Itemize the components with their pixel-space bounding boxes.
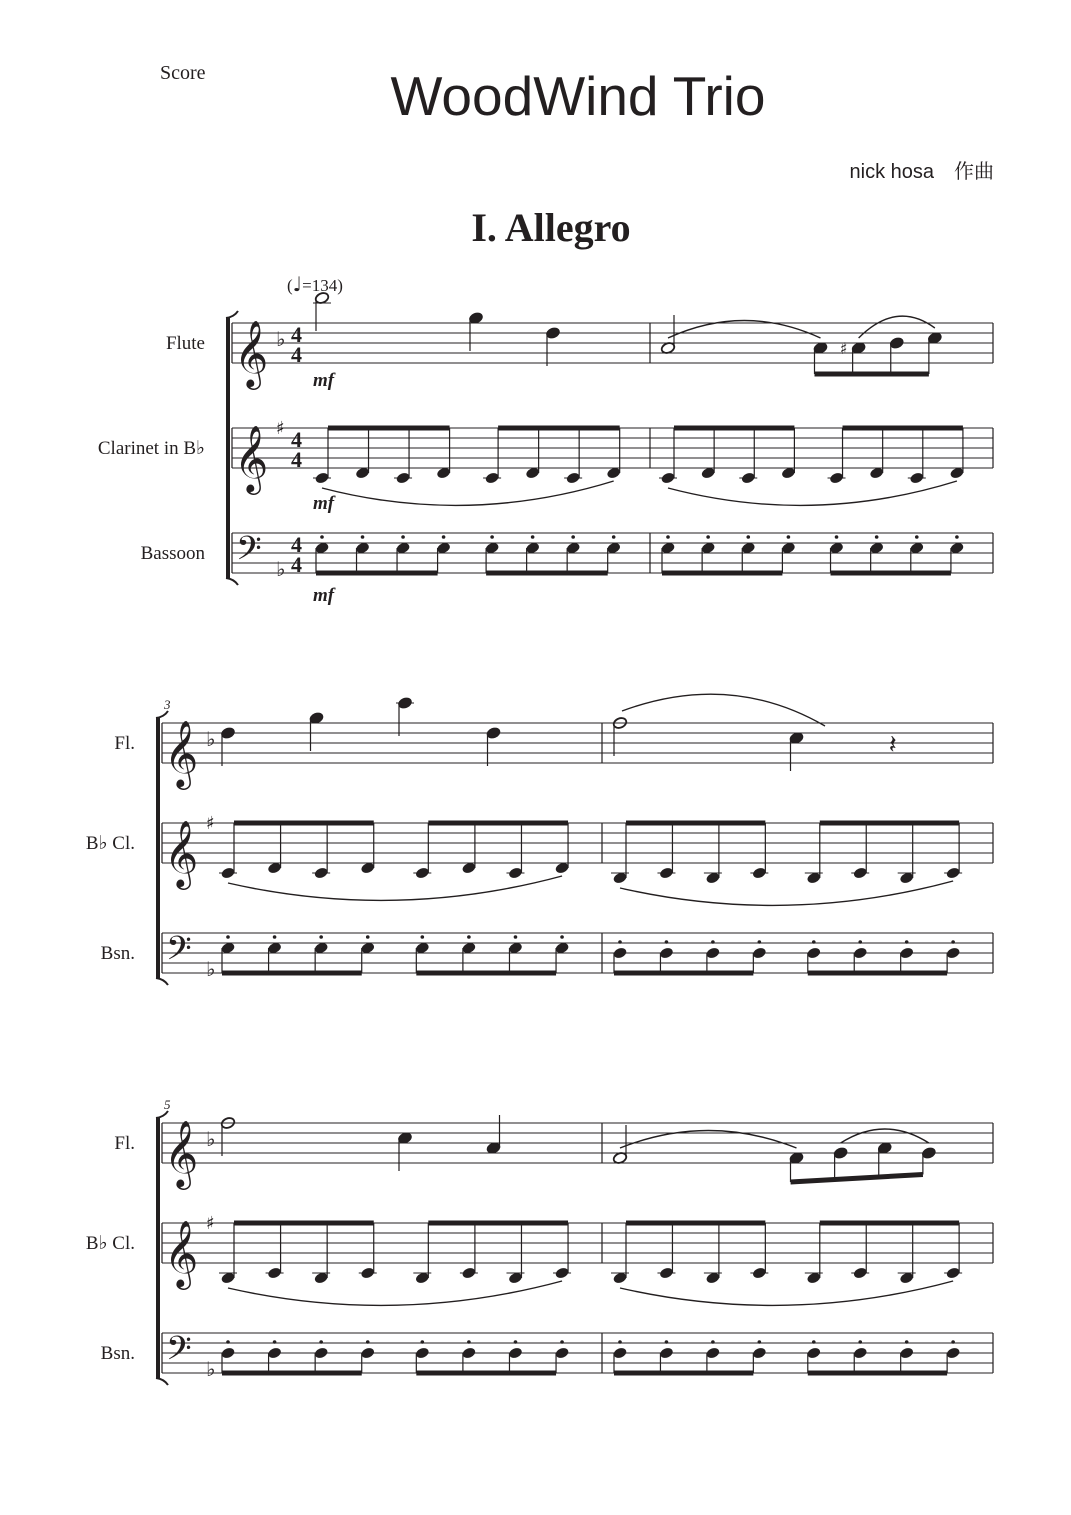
- slur: [620, 881, 953, 905]
- tempo-value: =134): [302, 276, 343, 295]
- staccato-dot: [951, 940, 955, 944]
- slur: [622, 694, 825, 726]
- staccato-dot: [514, 1340, 518, 1344]
- time-sig-bottom: 4: [291, 552, 302, 577]
- treble-clef-icon: 𝄞: [164, 719, 199, 787]
- staccato-dot: [666, 535, 670, 539]
- staccato-dot: [467, 1340, 471, 1344]
- flat-key-icon: ♭: [206, 1357, 216, 1381]
- measure-number: 3: [164, 697, 171, 712]
- bracket-bottom-hook: [156, 1378, 168, 1385]
- bass-clef-icon: 𝄢: [236, 530, 262, 576]
- staccato-dot: [531, 535, 535, 539]
- staccato-dot: [665, 940, 669, 944]
- staccato-dot: [875, 535, 879, 539]
- staccato-dot: [711, 1340, 715, 1344]
- instrument-label: Flute: [165, 333, 205, 354]
- bass-clef-icon: 𝄢: [166, 1330, 192, 1376]
- staccato-dot: [955, 535, 959, 539]
- instrument-label: Bsn.: [100, 1343, 135, 1364]
- staccato-dot: [273, 935, 277, 939]
- staccato-dot: [905, 1340, 909, 1344]
- flat-key-icon: ♭: [206, 727, 216, 751]
- staccato-dot: [706, 535, 710, 539]
- staccato-dot: [401, 535, 405, 539]
- staccato-dot: [320, 535, 324, 539]
- flat-key-icon: ♭: [276, 327, 286, 351]
- staccato-dot: [361, 535, 365, 539]
- sharp-key-icon: ♯: [206, 1213, 215, 1234]
- staccato-dot: [319, 935, 323, 939]
- quarter-rest-icon: 𝄽: [888, 730, 897, 760]
- staccato-dot: [758, 940, 762, 944]
- composer-credit: nick hosa 作曲: [849, 161, 994, 183]
- staccato-dot: [665, 1340, 669, 1344]
- quarter-note-icon: ♩: [292, 272, 303, 296]
- time-sig-top: 4: [291, 322, 302, 347]
- slur: [620, 1281, 953, 1305]
- flat-key-icon: ♭: [276, 557, 286, 581]
- treble-clef-icon: 𝄞: [164, 819, 199, 887]
- slur: [228, 876, 562, 900]
- staccato-dot: [835, 535, 839, 539]
- bracket-top-hook: [156, 1111, 168, 1118]
- staccato-dot: [711, 940, 715, 944]
- dynamic-mf: mf: [313, 370, 335, 391]
- staccato-dot: [612, 535, 616, 539]
- slur: [841, 1129, 929, 1143]
- staccato-dot: [319, 1340, 323, 1344]
- note-beam: [791, 1175, 923, 1183]
- score-label: Score: [160, 62, 206, 84]
- dynamic-mf: mf: [313, 585, 335, 606]
- slur: [859, 316, 935, 338]
- treble-clef-icon: 𝄞: [234, 319, 269, 387]
- staccato-dot: [812, 1340, 816, 1344]
- staccato-dot: [421, 1340, 425, 1344]
- staccato-dot: [951, 1340, 955, 1344]
- bass-clef-icon: 𝄢: [166, 930, 192, 976]
- instrument-label: Bsn.: [100, 943, 135, 964]
- time-sig-top: 4: [291, 532, 302, 557]
- staccato-dot: [560, 1340, 564, 1344]
- staccato-dot: [560, 935, 564, 939]
- time-sig-bottom: 4: [291, 342, 302, 367]
- staccato-dot: [758, 1340, 762, 1344]
- staccato-dot: [366, 1340, 370, 1344]
- instrument-label: B♭ Cl.: [85, 1233, 135, 1254]
- slur: [228, 1281, 562, 1305]
- slur: [322, 481, 614, 505]
- sharp-key-icon: ♯: [206, 813, 215, 834]
- bracket-bottom-hook: [156, 978, 168, 985]
- staccato-dot: [618, 1340, 622, 1344]
- treble-clef-icon: 𝄞: [164, 1219, 199, 1287]
- instrument-label: B♭ Cl.: [85, 833, 135, 854]
- flat-key-icon: ♭: [206, 1127, 216, 1151]
- treble-clef-icon: 𝄞: [234, 424, 269, 492]
- staccato-dot: [915, 535, 919, 539]
- bracket-top-hook: [226, 311, 238, 318]
- staccato-dot: [273, 1340, 277, 1344]
- treble-clef-icon: 𝄞: [164, 1119, 199, 1187]
- staccato-dot: [618, 940, 622, 944]
- staccato-dot: [571, 535, 575, 539]
- slur: [668, 481, 957, 505]
- flat-key-icon: ♭: [206, 957, 216, 981]
- instrument-label: Fl.: [114, 1133, 135, 1154]
- staccato-dot: [812, 940, 816, 944]
- sharp-accidental-icon: ♯: [839, 339, 848, 358]
- staccato-dot: [467, 935, 471, 939]
- movement-title: I. Allegro: [471, 205, 631, 250]
- time-sig-top: 4: [291, 427, 302, 452]
- sharp-key-icon: ♯: [276, 418, 285, 439]
- staccato-dot: [226, 1340, 230, 1344]
- staccato-dot: [226, 935, 230, 939]
- staccato-dot: [746, 535, 750, 539]
- bracket-top-hook: [156, 711, 168, 718]
- staccato-dot: [514, 935, 518, 939]
- instrument-label: Bassoon: [140, 543, 205, 564]
- instrument-label: Clarinet in B♭: [97, 438, 205, 459]
- staccato-dot: [858, 1340, 862, 1344]
- staccato-dot: [442, 535, 446, 539]
- staccato-dot: [421, 935, 425, 939]
- staccato-dot: [366, 935, 370, 939]
- measure-number: 5: [164, 1097, 171, 1112]
- staccato-dot: [858, 940, 862, 944]
- staccato-dot: [905, 940, 909, 944]
- instrument-label: Fl.: [114, 733, 135, 754]
- dynamic-mf: mf: [313, 493, 335, 514]
- staccato-dot: [787, 535, 791, 539]
- tempo-open-paren: (: [287, 276, 293, 295]
- time-sig-bottom: 4: [291, 447, 302, 472]
- page-title: WoodWind Trio: [390, 65, 766, 127]
- staccato-dot: [490, 535, 494, 539]
- bracket-bottom-hook: [226, 578, 238, 585]
